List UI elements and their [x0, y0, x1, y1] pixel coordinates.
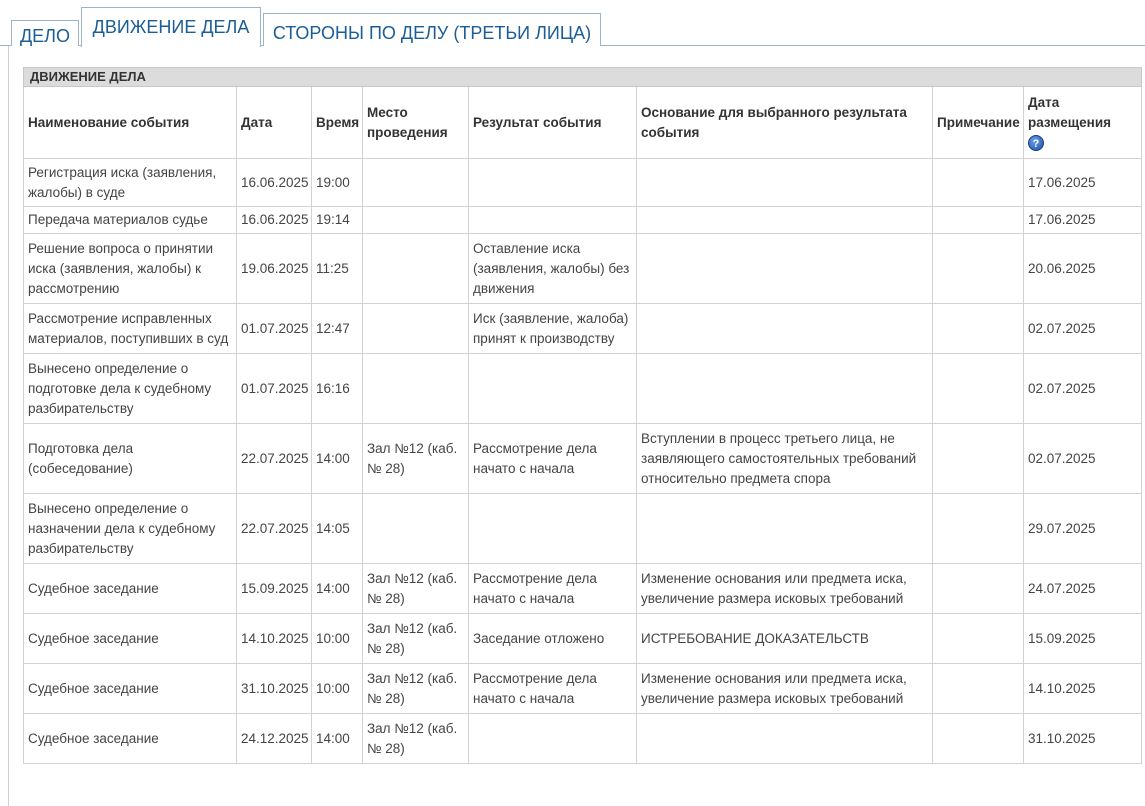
publication-date-cell: 15.09.2025: [1024, 614, 1142, 664]
event-name-cell: Вынесено определение о подготовке дела к судебному разбирательству: [24, 354, 237, 424]
event-name-cell: Судебное заседание: [24, 664, 237, 714]
date-cell: 16.06.2025: [237, 207, 312, 234]
basis-cell: [637, 159, 933, 207]
date-cell: 14.10.2025: [237, 614, 312, 664]
result-cell: Рассмотрение дела начато с начала: [469, 564, 637, 614]
event-name-cell: Вынесено определение о назначении дела к судебному разбирательству: [24, 494, 237, 564]
tab-panel: [8, 46, 1145, 806]
result-cell: Оставление иска (заявления, жалобы) без движения: [469, 234, 637, 304]
result-cell: Рассмотрение дела начато с начала: [469, 664, 637, 714]
date-cell: 24.12.2025: [237, 714, 312, 764]
table-title-row: [24, 68, 1142, 87]
time-cell: 14:00: [312, 714, 363, 764]
table-row: [24, 159, 1142, 207]
note-cell: [933, 207, 1024, 234]
table-row: [24, 234, 1142, 304]
column-header-result: Результат события: [469, 87, 637, 159]
basis-cell: Вступлении в процесс третьего лица, не заявляющего самостоятельных требований относительно предмета спора: [637, 424, 933, 494]
location-cell: Зал №12 (каб. № 28): [363, 424, 469, 494]
publication-date-cell: 02.07.2025: [1024, 424, 1142, 494]
date-cell: 01.07.2025: [237, 304, 312, 354]
time-cell: 16:16: [312, 354, 363, 424]
date-cell: 22.07.2025: [237, 424, 312, 494]
case-events-table: [23, 67, 1142, 764]
column-header-event-name: Наименование события: [24, 87, 237, 159]
tab-bar: [0, 0, 1145, 46]
location-cell: [363, 304, 469, 354]
table-row: [24, 207, 1142, 234]
date-cell: 01.07.2025: [237, 354, 312, 424]
column-header-location: Место проведения: [363, 87, 469, 159]
table-title: ДВИЖЕНИЕ ДЕЛА: [24, 68, 1142, 87]
column-header-note: Примечание: [933, 87, 1024, 159]
column-header-date: Дата: [237, 87, 312, 159]
question-circle-icon[interactable]: ?: [1028, 135, 1044, 151]
basis-cell: [637, 304, 933, 354]
time-cell: 19:00: [312, 159, 363, 207]
tab-case-movement[interactable]: [81, 7, 261, 47]
tab-label: ДЕЛО: [19, 26, 70, 46]
result-cell: Заседание отложено: [469, 614, 637, 664]
publication-date-label: Дата размещения: [1028, 94, 1112, 130]
basis-cell: [637, 207, 933, 234]
note-cell: [933, 234, 1024, 304]
result-cell: Иск (заявление, жалоба) принят к производству: [469, 304, 637, 354]
basis-cell: [637, 234, 933, 304]
basis-cell: [637, 354, 933, 424]
table-header-row: [24, 87, 1142, 159]
date-cell: 19.06.2025: [237, 234, 312, 304]
basis-cell: [637, 494, 933, 564]
time-cell: 14:05: [312, 494, 363, 564]
table-row: [24, 714, 1142, 764]
result-cell: [469, 207, 637, 234]
location-cell: [363, 159, 469, 207]
column-header-time: Время: [312, 87, 363, 159]
event-name-cell: Судебное заседание: [24, 614, 237, 664]
publication-date-cell: 02.07.2025: [1024, 354, 1142, 424]
note-cell: [933, 714, 1024, 764]
location-cell: Зал №12 (каб. № 28): [363, 664, 469, 714]
event-name-cell: Решение вопроса о принятии иска (заявления, жалобы) к рассмотрению: [24, 234, 237, 304]
note-cell: [933, 304, 1024, 354]
time-cell: 19:14: [312, 207, 363, 234]
location-cell: Зал №12 (каб. № 28): [363, 614, 469, 664]
time-cell: 10:00: [312, 614, 363, 664]
result-cell: [469, 354, 637, 424]
table-row: [24, 664, 1142, 714]
note-cell: [933, 664, 1024, 714]
event-name-cell: Подготовка дела (собеседование): [24, 424, 237, 494]
publication-date-cell: 02.07.2025: [1024, 304, 1142, 354]
column-header-basis: Основание для выбранного результата события: [637, 87, 933, 159]
date-cell: 22.07.2025: [237, 494, 312, 564]
table-row: [24, 564, 1142, 614]
time-cell: 10:00: [312, 664, 363, 714]
time-cell: 14:00: [312, 564, 363, 614]
tab-label: ДВИЖЕНИЕ ДЕЛА: [92, 17, 250, 37]
basis-cell: ИСТРЕБОВАНИЕ ДОКАЗАТЕЛЬСТВ: [637, 614, 933, 664]
result-cell: [469, 494, 637, 564]
location-cell: [363, 494, 469, 564]
date-cell: 16.06.2025: [237, 159, 312, 207]
basis-cell: Изменение основания или предмета иска, увеличение размера исковых требований: [637, 564, 933, 614]
publication-date-cell: 17.06.2025: [1024, 207, 1142, 234]
note-cell: [933, 564, 1024, 614]
event-name-cell: Передача материалов судье: [24, 207, 237, 234]
table-row: [24, 304, 1142, 354]
note-cell: [933, 354, 1024, 424]
time-cell: 11:25: [312, 234, 363, 304]
location-cell: [363, 207, 469, 234]
result-cell: [469, 159, 637, 207]
location-cell: Зал №12 (каб. № 28): [363, 714, 469, 764]
tab-parties[interactable]: [263, 13, 601, 46]
publication-date-cell: 17.06.2025: [1024, 159, 1142, 207]
location-cell: [363, 234, 469, 304]
event-name-cell: Регистрация иска (заявления, жалобы) в суде: [24, 159, 237, 207]
note-cell: [933, 424, 1024, 494]
column-header-publication-date: [1024, 87, 1142, 159]
location-cell: [363, 354, 469, 424]
table-row: [24, 494, 1142, 564]
event-name-cell: Рассмотрение исправленных материалов, поступивших в суд: [24, 304, 237, 354]
table-row: [24, 354, 1142, 424]
note-cell: [933, 159, 1024, 207]
note-cell: [933, 494, 1024, 564]
date-cell: 31.10.2025: [237, 664, 312, 714]
table-row: [24, 614, 1142, 664]
publication-date-cell: 31.10.2025: [1024, 714, 1142, 764]
location-cell: Зал №12 (каб. № 28): [363, 564, 469, 614]
publication-date-cell: 14.10.2025: [1024, 664, 1142, 714]
publication-date-cell: 20.06.2025: [1024, 234, 1142, 304]
time-cell: 12:47: [312, 304, 363, 354]
tab-case[interactable]: [11, 20, 79, 46]
result-cell: [469, 714, 637, 764]
date-cell: 15.09.2025: [237, 564, 312, 614]
basis-cell: Изменение основания или предмета иска, увеличение размера исковых требований: [637, 664, 933, 714]
event-name-cell: Судебное заседание: [24, 714, 237, 764]
tab-label: СТОРОНЫ ПО ДЕЛУ (ТРЕТЬИ ЛИЦА): [272, 23, 592, 43]
time-cell: 14:00: [312, 424, 363, 494]
event-name-cell: Судебное заседание: [24, 564, 237, 614]
table-row: [24, 424, 1142, 494]
table-body: [24, 159, 1142, 764]
publication-date-cell: 24.07.2025: [1024, 564, 1142, 614]
note-cell: [933, 614, 1024, 664]
publication-date-cell: 29.07.2025: [1024, 494, 1142, 564]
result-cell: Рассмотрение дела начато с начала: [469, 424, 637, 494]
basis-cell: [637, 714, 933, 764]
